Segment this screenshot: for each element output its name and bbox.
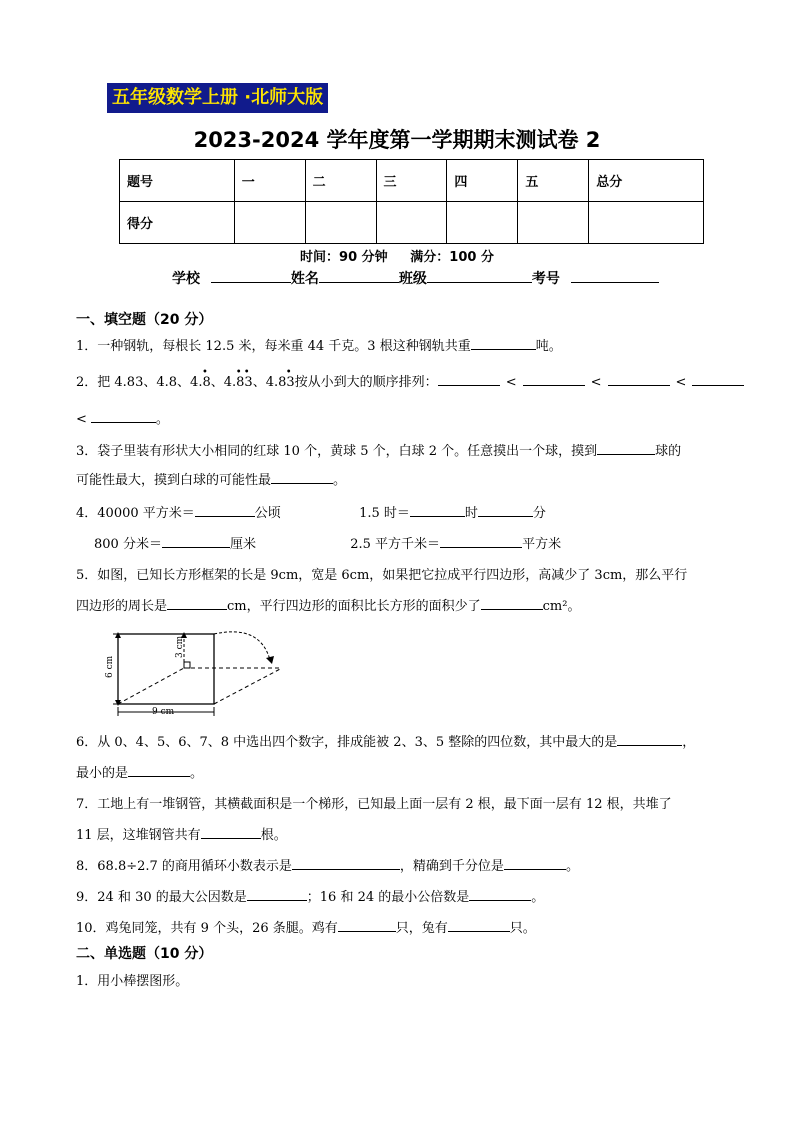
question-5-text-d: cm²。 xyxy=(542,599,581,614)
answer-blank[interactable] xyxy=(167,609,227,610)
score-header-cell: 总分 xyxy=(589,160,704,202)
question-7-text-b: 11 层，这堆钢管共有 xyxy=(76,828,201,843)
answer-blank[interactable] xyxy=(247,900,307,901)
school-blank[interactable] xyxy=(211,282,291,283)
answer-blank[interactable] xyxy=(448,931,510,932)
question-9-text-b: ；16 和 24 的最小公倍数是 xyxy=(306,890,470,905)
class-blank[interactable] xyxy=(427,282,532,283)
number-blank[interactable] xyxy=(571,282,659,283)
unit: 公顷 xyxy=(254,506,281,521)
unit: 分 xyxy=(532,506,546,521)
question-9 xyxy=(76,886,544,905)
parallelogram-side xyxy=(214,668,282,704)
exam-full-score: 满分：100 分 xyxy=(410,250,494,265)
number-text: 4.83 xyxy=(223,375,253,390)
repeating-decimal-3 xyxy=(265,367,295,390)
score-cell[interactable] xyxy=(518,202,589,244)
question-1-text: 1．一种钢轨，每根长 12.5 米，每米重 44 千克。3 根这种钢轨共重 xyxy=(76,339,471,354)
score-cell[interactable] xyxy=(234,202,305,244)
question-6-text: 6．从 0、4、5、6、7、8 中选出四个数字，排成能被 2、3、5 整除的四位数，其中最大的是 xyxy=(76,735,618,750)
answer-blank[interactable] xyxy=(504,869,566,870)
name-blank[interactable] xyxy=(319,282,399,283)
answer-blank[interactable] xyxy=(469,900,531,901)
question-3-text-c: 可能性最大，摸到白球的可能性最 xyxy=(76,473,272,488)
question-7-text-c: 根。 xyxy=(260,828,287,843)
score-header-row xyxy=(120,160,704,202)
student-info xyxy=(172,268,659,288)
answer-blank[interactable] xyxy=(481,609,543,610)
question-5-text-c: cm，平行四边形的面积比长方形的面积少了 xyxy=(227,599,481,614)
question-3-cont xyxy=(76,469,346,488)
answer-blank[interactable] xyxy=(201,838,261,839)
comma: 、 xyxy=(177,375,191,390)
answer-blank[interactable] xyxy=(608,385,670,386)
question-5-cont xyxy=(76,595,580,614)
score-header-cell: 四 xyxy=(447,160,518,202)
comma: ， xyxy=(682,735,696,750)
question-10-text-c: 只。 xyxy=(509,921,536,936)
width-label: 9 cm xyxy=(152,707,175,717)
question-9-text: 9．24 和 30 的最大公因数是 xyxy=(76,890,247,905)
question-2-text: 2．把 4.83、4.8 xyxy=(76,375,178,390)
reduction-label: 3 cm xyxy=(175,635,185,658)
question-10-text-b: 只，兔有 xyxy=(395,921,448,936)
answer-blank[interactable] xyxy=(523,385,585,386)
question-4-text-d: 2.5 平方千米＝ xyxy=(350,537,441,552)
repeat-dot: • xyxy=(285,367,292,378)
question-8-text: 8．68.8÷2.7 的商用循环小数表示是 xyxy=(76,859,292,874)
parallelogram-side xyxy=(118,668,184,704)
score-cell[interactable] xyxy=(589,202,704,244)
answer-blank[interactable] xyxy=(91,422,156,423)
score-header-cell: 题号 xyxy=(120,160,235,202)
question-7 xyxy=(76,793,672,812)
less-than: < xyxy=(590,375,602,390)
comma: 、 xyxy=(210,375,224,390)
exam-time: 时间：90 分钟 xyxy=(300,250,388,265)
answer-blank[interactable] xyxy=(410,516,465,517)
question-10-text: 10．鸡兔同笼，共有 9 个头，26 条腿。鸡有 xyxy=(76,921,338,936)
grade-badge: 五年级数学上册 ·北师大版 xyxy=(107,83,328,113)
question-8 xyxy=(76,855,579,874)
question-6-cont xyxy=(76,762,203,781)
height-label: 6 cm xyxy=(105,655,115,678)
score-header-cell: 三 xyxy=(376,160,447,202)
comma: 、 xyxy=(252,375,266,390)
score-row xyxy=(120,202,704,244)
answer-blank[interactable] xyxy=(478,516,533,517)
repeating-decimal-1 xyxy=(190,367,211,390)
section-2-title: 二、单选题（10 分） xyxy=(76,946,213,962)
question-1-end: 吨。 xyxy=(535,339,562,354)
question-4-text-b: 1.5 时＝ xyxy=(359,506,410,521)
right-angle-mark xyxy=(184,662,190,668)
score-header-cell: 五 xyxy=(518,160,589,202)
question-4-text-c: 800 分米＝ xyxy=(94,537,162,552)
score-header-cell: 一 xyxy=(234,160,305,202)
question-4 xyxy=(76,502,546,521)
class-label: 班级 xyxy=(398,271,427,287)
repeat-dot: • xyxy=(243,367,250,378)
less-than: < xyxy=(76,412,87,427)
score-header-cell: 二 xyxy=(305,160,376,202)
question-10 xyxy=(76,917,536,936)
unit: 平方米 xyxy=(522,537,562,552)
number-label: 考号 xyxy=(531,271,560,287)
answer-blank[interactable] xyxy=(471,349,536,350)
question-3-text: 3．袋子里装有形状大小相同的红球 10 个，黄球 5 个，白球 2 个。任意摸出一个球，摸到 xyxy=(76,444,598,459)
score-row-label: 得分 xyxy=(120,202,235,244)
section-1-title: 一、填空题（20 分） xyxy=(76,312,213,328)
question-7-text: 7．工地上有一堆钢管，其横截面积是一个梯形，已知最上面一层有 2 根，最下面一层有 12 根，共堆了 xyxy=(76,797,672,812)
score-table xyxy=(119,159,704,244)
question-5-text: 5．如图，已知长方形框架的长是 9cm，宽是 6cm，如果把它拉成平行四边形，高减少了 3cm，那么平行 xyxy=(76,568,688,583)
score-cell[interactable] xyxy=(305,202,376,244)
arrow-head xyxy=(266,656,274,664)
unit: 时 xyxy=(464,506,478,521)
repeat-dot: • xyxy=(202,367,208,378)
answer-blank[interactable] xyxy=(195,516,255,517)
number-text: 4.83 xyxy=(265,375,295,390)
period: 。 xyxy=(565,859,579,874)
answer-blank[interactable] xyxy=(617,745,682,746)
question-2-cont xyxy=(76,408,169,427)
answer-blank[interactable] xyxy=(440,547,522,548)
less-than: < xyxy=(505,375,517,390)
answer-blank[interactable] xyxy=(438,385,500,386)
rectangle-parallelogram-figure xyxy=(100,628,290,718)
question-4-text: 4．40000 平方米＝ xyxy=(76,506,195,521)
unit: 厘米 xyxy=(229,537,256,552)
question-6 xyxy=(76,731,695,750)
answer-blank[interactable] xyxy=(128,776,190,777)
question-5-text-b: 四边形的周长是 xyxy=(76,599,168,614)
name-label: 姓名 xyxy=(290,271,319,287)
exam-info xyxy=(0,246,794,265)
question-7-cont xyxy=(76,824,287,843)
question-6-text-c: 最小的是 xyxy=(76,766,129,781)
question-4-cont xyxy=(94,533,561,552)
rotation-arc xyxy=(214,632,270,660)
rectangle-frame xyxy=(118,634,214,704)
question-1 xyxy=(76,335,562,354)
repeat-dot: • xyxy=(235,367,242,378)
less-than: < xyxy=(675,375,687,390)
score-cell[interactable] xyxy=(376,202,447,244)
question-2 xyxy=(76,367,744,390)
period: 。 xyxy=(531,890,545,905)
answer-blank[interactable] xyxy=(338,931,396,932)
question-2-mid: 按从小到大的顺序排列： xyxy=(294,375,438,390)
question-8-text-b: ，精确到千分位是 xyxy=(399,859,504,874)
period: 。 xyxy=(333,473,347,488)
answer-blank[interactable] xyxy=(292,869,400,870)
question-3 xyxy=(76,440,681,459)
answer-blank[interactable] xyxy=(597,454,655,455)
answer-blank[interactable] xyxy=(692,385,744,386)
question-3-text-b: 球的 xyxy=(655,444,682,459)
question-5 xyxy=(76,564,687,583)
period: 。 xyxy=(155,412,169,427)
repeating-decimal-2 xyxy=(223,367,253,390)
answer-blank[interactable] xyxy=(271,483,333,484)
number-text: 4.8 xyxy=(190,375,211,390)
answer-blank[interactable] xyxy=(162,547,230,548)
section-2-question-1: 1．用小棒摆图形。 xyxy=(76,974,189,989)
school-label: 学校 xyxy=(172,271,200,287)
period: 。 xyxy=(190,766,204,781)
page-title: 2023-2024 学年度第一学期期末测试卷 2 xyxy=(193,128,601,152)
score-cell[interactable] xyxy=(447,202,518,244)
